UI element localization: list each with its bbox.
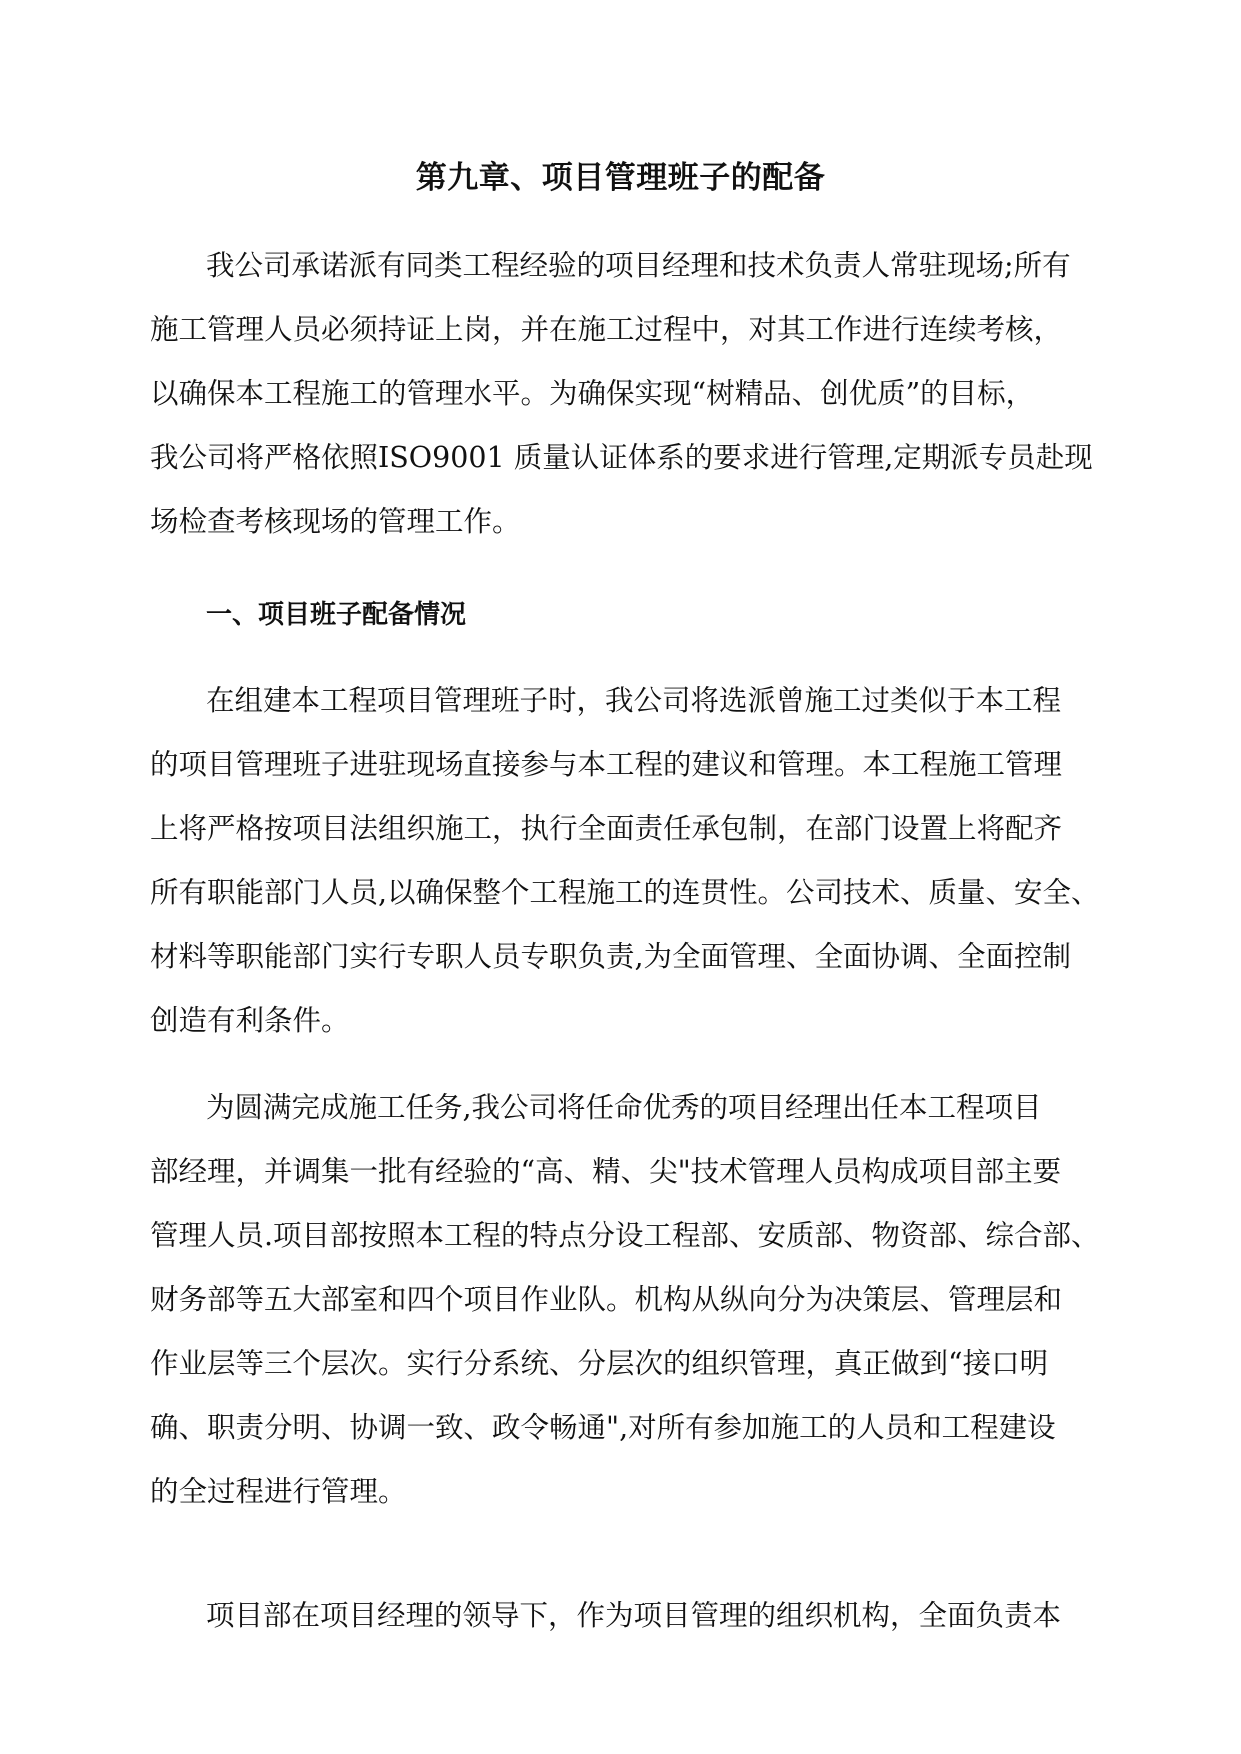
paragraph-project-department [150,1076,1100,1524]
text-line: 管理人员.项目部按照本工程的特点分设工程部、安质部、物资部、综合部、 [150,1219,1100,1252]
text-line: 为圆满完成施工任务,我公司将任命优秀的项目经理出任本工程项目 [206,1091,1042,1124]
text-line: 的项目管理班子进驻现场直接参与本工程的建议和管理。本工程施工管理 [150,748,1063,781]
text-line: 部经理，并调集一批有经验的“高、精、尖"技术管理人员构成项目部主要 [150,1155,1062,1188]
text-line: 确、职责分明、协调一致、政令畅通",对所有参加施工的人员和工程建设 [150,1411,1056,1444]
text-line: 材料等职能部门实行专职人员专职负责,为全面管理、全面协调、全面控制 [150,940,1072,973]
text-line: 场检查考核现场的管理工作。 [150,505,521,538]
text-line: 项目部在项目经理的领导下，作为项目管理的组织机构，全面负责本 [206,1599,1062,1632]
text-line: 作业层等三个层次。实行分系统、分层次的组织管理，真正做到“接口明 [150,1347,1049,1380]
text-line: 在组建本工程项目管理班子时，我公司将选派曾施工过类似于本工程 [206,684,1062,717]
paragraph-team-formation [150,669,1100,1053]
paragraph-leadership [150,1584,1090,1648]
text-line: 所有职能部门人员,以确保整个工程施工的连贯性。公司技术、质量、安全、 [150,876,1100,909]
text-line: 以确保本工程施工的管理水平。为确保实现“树精品、创优质”的目标， [150,377,1035,410]
text-line: 施工管理人员必须持证上岗，并在施工过程中，对其工作进行连续考核， [150,313,1063,346]
chapter-title: 第九章、项目管理班子的配备 [415,160,826,196]
text-line: 上将严格按项目法组织施工，执行全面责任承包制，在部门设置上将配齐 [150,812,1063,845]
text-line: 我公司将严格依照ISO9001 质量认证体系的要求进行管理,定期派专员赴现 [150,441,1093,474]
intro-paragraph [150,234,1093,554]
text-line: 财务部等五大部室和四个项目作业队。机构从纵向分为决策层、管理层和 [150,1283,1063,1316]
text-line: 的全过程进行管理。 [150,1475,407,1508]
text-line: 我公司承诺派有同类工程经验的项目经理和技术负责人常驻现场;所有 [206,249,1071,282]
text-line: 创造有利条件。 [150,1004,350,1037]
section-heading: 一、项目班子配备情况 [206,600,467,630]
